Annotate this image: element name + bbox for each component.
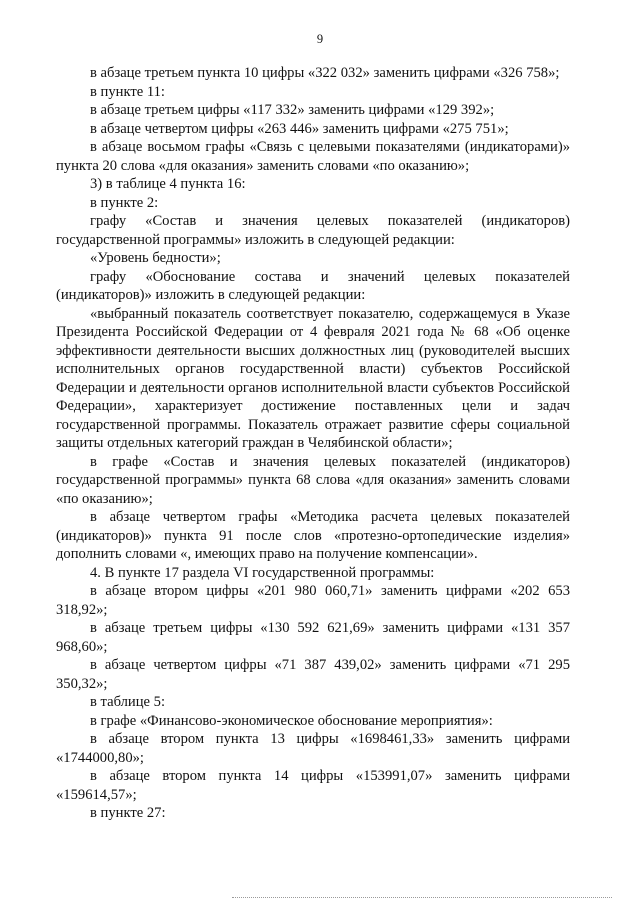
paragraph: в абзаце восьмом графы «Связь с целевыми показателями (индикаторами)» пункта 20 слова «для оказания» заменить словами «по оказанию»; xyxy=(56,139,570,174)
paragraph: в абзаце третьем пункта 10 цифры «322 032» заменить цифрами «326 758»; xyxy=(90,65,560,81)
paragraph: в абзаце четвертом цифры «263 446» заменить цифрами «275 751»; xyxy=(90,120,509,137)
paragraph: в абзаце четвертом цифры «71 387 439,02» заменить цифрами «71 295 350,32»; xyxy=(56,657,570,692)
paragraph: в графе «Финансово-экономическое обоснование мероприятия»: xyxy=(90,712,493,729)
paragraph: в таблице 5: xyxy=(90,694,166,710)
paragraph: в абзаце третьем цифры «130 592 621,69» заменить цифрами «131 357 968,60»; xyxy=(56,620,570,655)
paragraph: в абзаце третьем цифры «117 332» заменить цифрами «129 392»; xyxy=(90,102,495,118)
paragraph: графу «Состав и значения целевых показателей (индикаторов) государственной программы» изложить в следующей редакции: xyxy=(56,213,570,248)
paragraph: «Уровень бедности»; xyxy=(90,250,221,266)
paragraph: 4. В пункте 17 раздела VI государственной программы: xyxy=(90,564,435,581)
paragraph: 3) в таблице 4 пункта 16: xyxy=(90,176,246,192)
paragraph: в графе «Состав и значения целевых показателей (индикаторов) государственной программы» пункта 68 слова «для оказания» заменить словами «по оказанию»; xyxy=(56,453,570,507)
scan-edge-line xyxy=(232,897,612,898)
paragraph: графу «Обоснование состава и значений целевых показателей (индикаторов)» изложить в следующей редакции: xyxy=(56,268,570,303)
paragraph: в пункте 2: xyxy=(90,194,159,211)
paragraph: в абзаце четвертом графы «Методика расчета целевых показателей (индикаторов)» пункта 91 после слов «протезно-ортопедические изделия» дополнить словами «, имеющих право на получение компенсации». xyxy=(56,509,570,562)
paragraph: в абзаце втором пункта 13 цифры «1698461,33» заменить цифрами «1744000,80»; xyxy=(56,731,570,766)
paragraph: в пункте 11: xyxy=(90,83,165,100)
paragraph: в абзаце втором пункта 14 цифры «153991,07» заменить цифрами «159614,57»; xyxy=(56,768,570,803)
page-number: 9 xyxy=(316,32,324,46)
paragraph: в абзаце втором цифры «201 980 060,71» заменить цифрами «202 653 318,92»; xyxy=(56,583,570,618)
paragraph: в пункте 27: xyxy=(90,805,166,821)
document-body xyxy=(56,64,570,823)
paragraph: «выбранный показатель соответствует показателю, содержащемуся в Указе Президента Российской Федерации от 4 февраля 2021 года № 68 «Об оценке эффективности деятельности высших должностных лиц (руководителей высших исполнительных органов государственной власти) субъектов Российской Федерации и деятельности органов исполнительной власти субъектов Российской Федерации», характеризует достижение поставленных цели и задач государственной программы. Показатель отражает развитие сферы социальной защиты отдельных категорий граждан в Челябинской области»; xyxy=(56,305,570,451)
